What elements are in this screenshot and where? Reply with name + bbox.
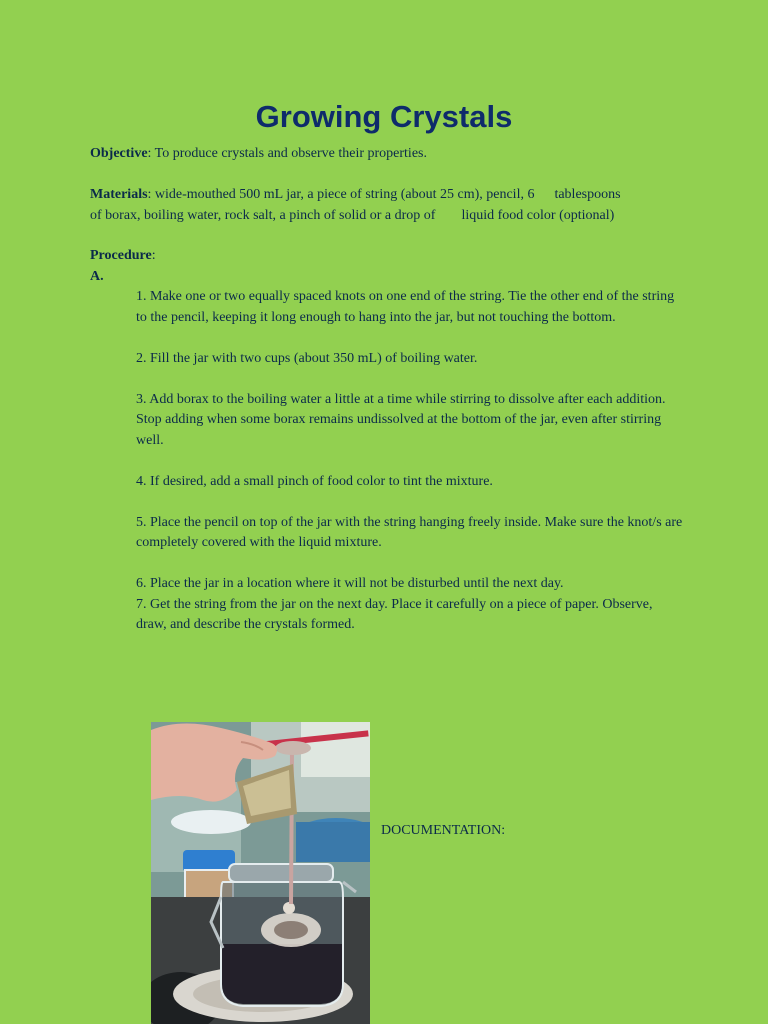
step-5: 5. Place the pencil on top of the jar with the string hanging freely inside. Make sure the knot/s are completely covered with the liquid mixture. <box>136 514 683 550</box>
procedure-steps-a <box>136 287 686 636</box>
step-4: 4. If desired, add a small pinch of food color to tint the mixture. <box>136 473 493 489</box>
materials-text-1: : wide-mouthed 500 mL jar, a piece of string (about 25 cm), pencil, 6 <box>147 187 535 202</box>
procedure-colon: : <box>151 248 156 263</box>
step-6: 6. Place the jar in a location where it will not be disturbed until the next day. <box>136 576 564 591</box>
materials-text-2: tablespoons <box>554 187 621 202</box>
crystal-jar-photo <box>151 722 370 1024</box>
materials-text-3: of borax, boiling water, rock salt, a pinch of solid or a drop of <box>90 207 436 223</box>
objective-paragraph <box>90 144 680 165</box>
objective-text: : To produce crystals and observe their properties. <box>147 146 427 161</box>
procedure-label: Procedure <box>90 248 152 263</box>
procedure-section-label: A. <box>90 268 104 284</box>
materials-paragraph <box>90 185 680 226</box>
page-title: Growing Crystals <box>255 99 513 134</box>
step-3: 3. Add borax to the boiling water a little at a time while stirring to dissolve after each addition. Stop adding when some borax remains undissolved at the bottom of the jar, even after stirring well. <box>136 391 666 448</box>
step-2: 2. Fill the jar with two cups (about 350 mL) of boiling water. <box>136 350 478 366</box>
objective-label: Objective <box>90 146 148 161</box>
documentation-label: DOCUMENTATION: <box>381 823 506 838</box>
step-7: 7. Get the string from the jar on the next day. Place it carefully on a piece of paper. Observe, draw, and describe the crystals formed. <box>136 596 653 632</box>
step-1: 1. Make one or two equally spaced knots on one end of the string. Tie the other end of the string to the pencil, keeping it long enough to hang into the jar, but not touching the bottom. <box>136 289 675 325</box>
materials-label: Materials <box>90 187 148 202</box>
photo-illustration <box>151 722 370 1024</box>
materials-text-4: liquid food color (optional) <box>461 207 615 223</box>
procedure-heading <box>90 246 680 287</box>
